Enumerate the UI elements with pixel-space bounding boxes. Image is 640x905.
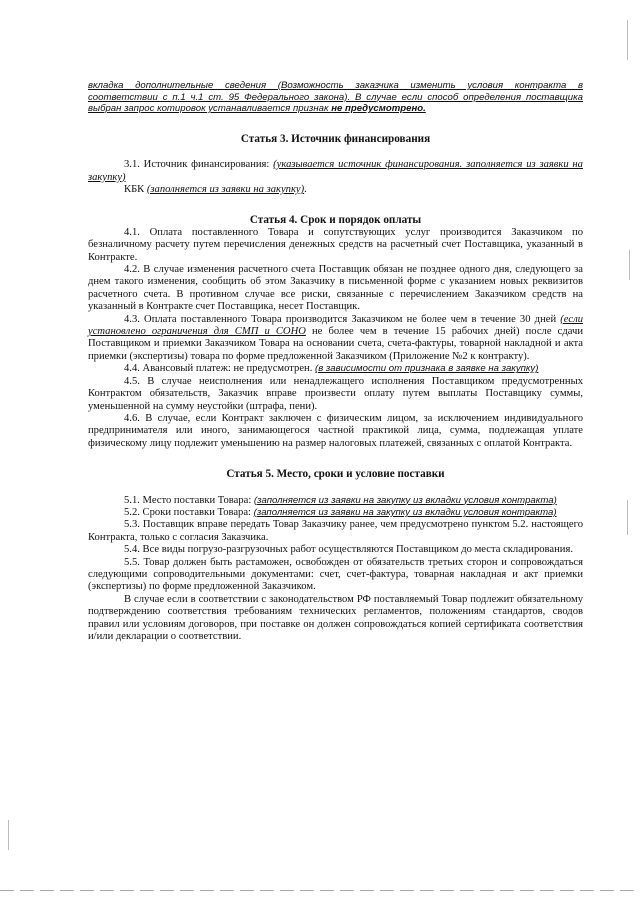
- clause-4-4: [88, 363, 583, 375]
- clause-5-3: 5.3. Поставщик вправе передать Товар Заказчику ранее, чем предусмотрено пунктом 5.2. настоящего Контракта, только с согласия Заказчика.: [88, 519, 583, 543]
- clause-4-3-note: (если установлено ограничения для СМП и СОНО: [88, 313, 583, 338]
- article-3-title: Статья 3. Источник финансирования: [240, 132, 431, 145]
- kbk-note: (заполняется из заявки на закупку): [146, 184, 305, 195]
- clause-4-1: 4.1. Оплата поставленного Товара и сопутствующих услуг производится Заказчиком по безналичному расчету путем перечисления денежных средств на расчетный счет Поставщика, указанный в Контракте.: [88, 226, 583, 263]
- clause-kbk: [88, 184, 583, 196]
- clause-5-1-note: (заполняется из заявки на закупку из вкладки условия контракта): [253, 494, 557, 506]
- clause-4-4-note: (в зависимости от признака в заявке на закупку): [315, 363, 539, 375]
- article-4-title: Статья 4. Срок и порядок оплаты: [249, 214, 422, 227]
- clause-5-1-text: 5.1. Место поставки Товара:: [124, 494, 254, 506]
- clause-5-2-note: (заполняется из заявки на закупку из вкладки условия контракта): [253, 506, 557, 518]
- top-note-emphasis: не предусмотрено.: [331, 103, 426, 115]
- kbk-end: .: [304, 184, 307, 195]
- scan-edge-mark: [8, 820, 9, 850]
- clause-4-3: [88, 314, 583, 364]
- scan-edge-mark: [629, 250, 630, 280]
- clause-4-6: 4.6. В случае, если Контракт заключен с физическим лицом, за исключением индивидуального предпринимателя или иного, занимающегося частной практикой лица, сумма, подлежащая уплате физическому лицу подлежит уменьшению на размер налоговых платежей, связанных с оплатой Контракта.: [88, 412, 583, 449]
- top-note-text: вкладка дополнительные сведения (Возможность заказчика изменить условия контракта в соответствии с п.1 ч.1 ст. 95 Федерального закона). В случае если способ определения поставщика выбран запрос котировок устанавливается признак: [88, 80, 583, 115]
- clause-5-2: [88, 507, 583, 519]
- clause-4-2: 4.2. В случае изменения расчетного счета Поставщик обязан не позднее одного дня, следующего за днем такого изменения, сообщить об этом Заказчику в письменной форме с указанием новых реквизитов расчетного счета. В противном случае все риски, связанные с перечислением Заказчиком средств на указанный в Контракте счет Поставщика, несет Поставщик.: [88, 264, 583, 313]
- clause-3-1-text: 3.1. Источник финансирования:: [124, 159, 274, 171]
- clause-5-5: 5.5. Товар должен быть растаможен, освобожден от обязательств третьих сторон и сопровождаться следующими сопроводительными документами: счет, счет-фактура, товарная накладная и акт приемки (экспертизы) по форме предложенной Заказчиком.: [88, 556, 583, 593]
- clause-4-3-text: 4.3. Оплата поставленного Товара производится Заказчиком не более чем в течение 30 дней: [124, 313, 561, 325]
- clause-5-2-text: 5.2. Сроки поставки Товара:: [124, 506, 254, 518]
- top-note: [88, 80, 583, 115]
- scan-bottom-edge: [0, 890, 640, 891]
- scan-edge-mark: [627, 500, 628, 535]
- kbk-label: КБК: [124, 184, 147, 195]
- scan-edge-mark: [627, 20, 628, 60]
- clause-4-5: 4.5. В случае неисполнения или ненадлежащего исполнения Поставщиком предусмотренных Контрактом обязательств, Заказчик вправе произвести оплату путем выплаты Поставщику суммы, уменьшенной на сумму неустойки (штрафа, пени).: [88, 375, 583, 412]
- clause-5-1: [88, 495, 583, 507]
- clause-4-3-text-end: не более чем в течение 15 рабочих дней) после сдачи Поставщиком и приемки Заказчиком Товара на основании счета, счета-фактуры, товарной накладной и акта приемки (экспертизы) товара по форме предложенной Заказчиком (Приложение №2 к контракту).: [88, 326, 584, 362]
- clause-5-4: 5.4. Все виды погрузо-разгрузочных работ осуществляются Поставщиком до места складирования.: [124, 544, 573, 556]
- clause-3-1: [88, 159, 583, 184]
- clause-3-1-note: (указывается источник финансирования. заполняется из заявки на закупку): [88, 159, 583, 183]
- clause-4-4-text: 4.4. Авансовый платеж: не предусмотрен.: [124, 363, 316, 375]
- article-5-title: Статья 5. Место, сроки и условие поставки: [226, 468, 445, 481]
- document-page: [88, 80, 583, 643]
- clause-5-6: В случае если в соответствии с законодательством РФ поставляемый Товар подлежит обязательному подтверждению соответствия требованиям технических регламентов, положениям стандартов, сводов правил или условиям договоров, при поставке он должен сопровождаться копией сертификата соответствия и/или декларации о соответствии.: [88, 593, 583, 642]
